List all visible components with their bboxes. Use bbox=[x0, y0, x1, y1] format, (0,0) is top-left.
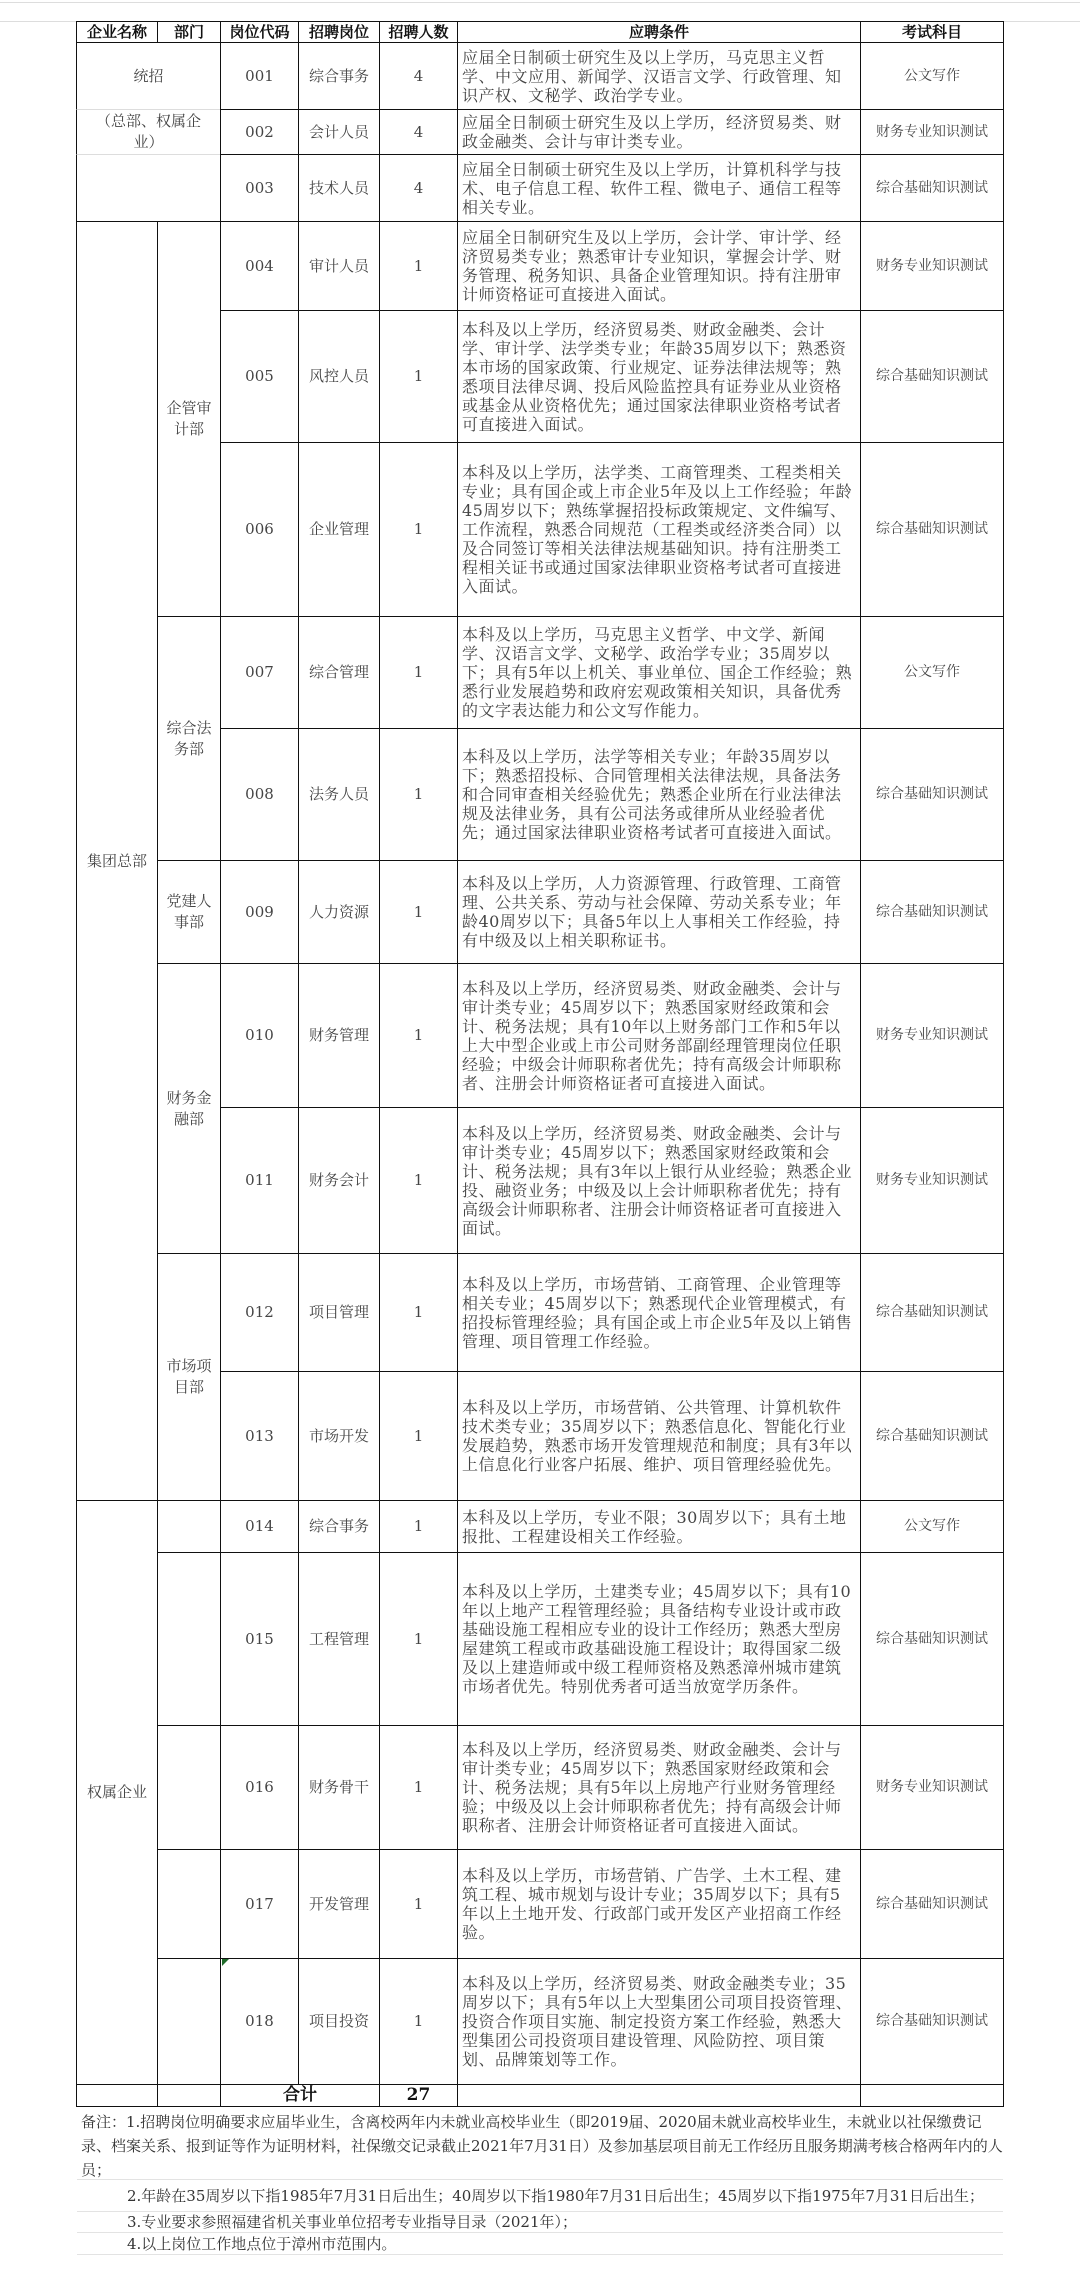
row-conditions: 本科及以上学历，市场营销、公共管理、计算机软件技术类专业；35周岁以下；熟悉信息化、智能化行业发展趋势，熟悉市场开发管理规范和制度；具有3年以上信息化行业客户拓展、维护、项目管理经验优先。 bbox=[457, 1371, 861, 1501]
row-count: 1 bbox=[379, 728, 458, 861]
row-exam: 综合基础知识测试 bbox=[860, 1552, 1004, 1726]
row-count: 1 bbox=[379, 963, 458, 1108]
row-code: 010 bbox=[220, 963, 299, 1108]
row-code: 017 bbox=[220, 1849, 299, 1959]
cell-comment-marker bbox=[222, 1959, 229, 1966]
row-conditions: 应届全日制硕士研究生及以上学历，计算机科学与技术、电子信息工程、软件工程、微电子、通信工程等相关专业。 bbox=[457, 154, 861, 222]
note-3: 3.专业要求参照福建省机关事业单位招考专业指导目录（2021年）； bbox=[77, 2212, 1003, 2233]
row-position: 法务人员 bbox=[298, 728, 380, 861]
row-conditions: 本科及以上学历，法学类、工商管理类、工程类相关专业；具有国企或上市企业5年及以上工作经验；年龄45周岁以下；熟练掌握招投标政策规定、文件编写、工作流程，熟悉合同规范（工程类或经济类合同）以及合同签订等相关法律法规基础知识。持有注册类工程相关证书或通过国家法律职业资格考试者可直接进入面试。 bbox=[457, 442, 861, 617]
dept-finance: 财务金融部 bbox=[157, 963, 221, 1254]
total-label: 合计 bbox=[220, 2084, 380, 2107]
row-position: 开发管理 bbox=[298, 1849, 380, 1959]
row-position: 人力资源 bbox=[298, 860, 380, 964]
dept-legal: 综合法务部 bbox=[157, 616, 221, 861]
row-conditions: 本科及以上学历，马克思主义哲学、中文学、新闻学、汉语言文学、文秘学、政治学专业；35周岁以下；具有5年以上机关、事业单位、国企工作经验；熟悉行业发展趋势和政府宏观政策相关知识，具备优秀的文字表达能力和公文写作能力。 bbox=[457, 616, 861, 729]
header-exam: 考试科目 bbox=[860, 21, 1004, 43]
header-position: 招聘岗位 bbox=[298, 21, 380, 43]
row-conditions: 本科及以上学历，经济贸易类、财政金融类、会计与审计类专业；45周岁以下；熟悉国家财经政策和会计、税务法规；具有10年以上财务部门工作和5年以上大中型企业或上市公司财务部副经理管理岗位任职经验；中级会计师职称者优先；持有高级会计师职称者、注册会计师资格证者可直接进入面试。 bbox=[457, 963, 861, 1108]
row-exam: 财务专业知识测试 bbox=[860, 221, 1004, 311]
row-count: 1 bbox=[379, 1107, 458, 1254]
row-code: 011 bbox=[220, 1107, 299, 1254]
row-exam: 综合基础知识测试 bbox=[860, 154, 1004, 222]
row-count: 4 bbox=[379, 154, 458, 222]
group-hq: 集团总部 bbox=[76, 221, 158, 1501]
dept-empty bbox=[157, 1500, 221, 1553]
dept-empty bbox=[157, 1958, 221, 2085]
row-conditions: 本科及以上学历，经济贸易类、财政金融类专业；35周岁以下；具有5年以上大型集团公司项目投资管理、投资合作项目实施、制定投资方案工作经验，熟悉大型集团公司投资项目建设管理、风险防控、项目策划、品牌策划等工作。 bbox=[457, 1958, 861, 2085]
row-code: 016 bbox=[220, 1725, 299, 1850]
row-code: 001 bbox=[220, 42, 299, 110]
row-count: 1 bbox=[379, 1371, 458, 1501]
row-code: 003 bbox=[220, 154, 299, 222]
header-code: 岗位代码 bbox=[220, 21, 299, 43]
row-code: 009 bbox=[220, 860, 299, 964]
row-count: 1 bbox=[379, 1253, 458, 1372]
row-position: 综合事务 bbox=[298, 42, 380, 110]
row-count: 1 bbox=[379, 616, 458, 729]
row-position: 会计人员 bbox=[298, 109, 380, 155]
row-exam: 财务专业知识测试 bbox=[860, 109, 1004, 155]
row-code: 007 bbox=[220, 616, 299, 729]
total-empty bbox=[76, 2084, 158, 2107]
row-exam: 综合基础知识测试 bbox=[860, 1958, 1004, 2085]
group-subsidiary: 权属企业 bbox=[76, 1500, 158, 2085]
row-count: 1 bbox=[379, 1552, 458, 1726]
row-position: 项目管理 bbox=[298, 1253, 380, 1372]
group-unified-empty bbox=[76, 154, 221, 222]
row-exam: 财务专业知识测试 bbox=[860, 1107, 1004, 1254]
row-code: 004 bbox=[220, 221, 299, 311]
row-exam: 综合基础知识测试 bbox=[860, 1371, 1004, 1501]
row-position: 财务管理 bbox=[298, 963, 380, 1108]
group-unified-sub: （总部、权属企业） bbox=[76, 109, 221, 155]
row-exam: 综合基础知识测试 bbox=[860, 1849, 1004, 1959]
row-count: 4 bbox=[379, 109, 458, 155]
header-company: 企业名称 bbox=[76, 21, 158, 43]
row-exam: 综合基础知识测试 bbox=[860, 442, 1004, 617]
note-1: 备注：1.招聘岗位明确要求应届毕业生，含离校两年内未就业高校毕业生（即2019届、2020届未就业高校毕业生，未就业以社保缴费记录、档案关系、报到证等作为证明材料，社保缴交记录截止2021年7月31日）及参加基层项目前无工作经历且服务期满考核合格两年内的人员； bbox=[77, 2110, 1003, 2180]
row-count: 1 bbox=[379, 221, 458, 311]
row-conditions: 应届全日制硕士研究生及以上学历，马克思主义哲学、中文应用、新闻学、汉语言文学、行政管理、知识产权、文秘学、政治学专业。 bbox=[457, 42, 861, 110]
dept-market: 市场项目部 bbox=[157, 1253, 221, 1501]
dept-empty bbox=[157, 1552, 221, 1726]
row-code: 018 bbox=[220, 1958, 299, 2085]
row-code: 005 bbox=[220, 310, 299, 443]
row-exam: 综合基础知识测试 bbox=[860, 728, 1004, 861]
row-count: 1 bbox=[379, 1500, 458, 1553]
total-empty bbox=[157, 2084, 221, 2107]
row-conditions: 本科及以上学历，经济贸易类、财政金融类、会计与审计类专业；45周岁以下；熟悉国家财经政策和会计、税务法规；具有5年以上房地产行业财务管理经验；中级及以上会计师职称者优先；持有高级会计师职称者、注册会计师资格证者可直接进入面试。 bbox=[457, 1725, 861, 1850]
row-exam: 公文写作 bbox=[860, 42, 1004, 110]
row-conditions: 本科及以上学历，市场营销、工商管理、企业管理等相关专业；45周岁以下；熟悉现代企业管理模式，有招投标管理经验；具有国企或上市企业5年及以上销售管理、项目管理工作经验。 bbox=[457, 1253, 861, 1372]
row-exam: 综合基础知识测试 bbox=[860, 860, 1004, 964]
row-position: 市场开发 bbox=[298, 1371, 380, 1501]
row-code: 006 bbox=[220, 442, 299, 617]
row-code: 012 bbox=[220, 1253, 299, 1372]
total-empty bbox=[457, 2084, 861, 2107]
row-position: 技术人员 bbox=[298, 154, 380, 222]
row-conditions: 本科及以上学历，经济贸易类、财政金融类、会计与审计类专业；45周岁以下；熟悉国家财经政策和会计、税务法规；具有3年以上银行从业经验；熟悉企业投、融资业务；中级及以上会计师职称者优先；持有高级会计师职称者、注册会计师资格证者可直接进入面试。 bbox=[457, 1107, 861, 1254]
note-4: 4.以上岗位工作地点位于漳州市范围内。 bbox=[77, 2233, 1003, 2255]
row-conditions: 应届全日制硕士研究生及以上学历，经济贸易类、财政金融类、会计与审计类专业。 bbox=[457, 109, 861, 155]
row-position: 项目投资 bbox=[298, 1958, 380, 2085]
dept-empty bbox=[157, 1725, 221, 1850]
row-position: 财务会计 bbox=[298, 1107, 380, 1254]
header-dept: 部门 bbox=[157, 21, 221, 43]
row-exam: 财务专业知识测试 bbox=[860, 1725, 1004, 1850]
row-position: 风控人员 bbox=[298, 310, 380, 443]
row-code: 008 bbox=[220, 728, 299, 861]
note-2: 2.年龄在35周岁以下指1985年7月31日后出生；40周岁以下指1980年7月31日后出生；45周岁以下指1975年7月31日后出生； bbox=[77, 2181, 1003, 2212]
row-count: 1 bbox=[379, 1958, 458, 2085]
row-exam: 公文写作 bbox=[860, 1500, 1004, 1553]
row-conditions: 本科及以上学历，土建类专业；45周岁以下；具有10年以上地产工程管理经验；具备结构专业设计或市政基础设施工程相应专业的设计工作经历；熟悉大型房屋建筑工程或市政基础设施工程设计；取得国家二级及以上建造师或中级工程师资格及熟悉漳州城市建筑市场者优先。特别优秀者可适当放宽学历条件。 bbox=[457, 1552, 861, 1726]
row-exam: 公文写作 bbox=[860, 616, 1004, 729]
row-position: 综合管理 bbox=[298, 616, 380, 729]
row-conditions: 本科及以上学历，经济贸易类、财政金融类、会计学、审计学、法学类专业；年龄35周岁以下；熟悉资本市场的国家政策、行业规定、证券法律法规等；熟悉项目法律尽调、投后风险监控具有证券业从业资格或基金从业资格优先；通过国家法律职业资格考试者可直接进入面试。 bbox=[457, 310, 861, 443]
row-conditions: 应届全日制研究生及以上学历，会计学、审计学、经济贸易类专业；熟悉审计专业知识，掌握会计学、财务管理、税务知识、具备企业管理知识。持有注册审计师资格证可直接进入面试。 bbox=[457, 221, 861, 311]
row-position: 综合事务 bbox=[298, 1500, 380, 1553]
total-empty bbox=[860, 2084, 1004, 2107]
header-count: 招聘人数 bbox=[379, 21, 458, 43]
row-position: 工程管理 bbox=[298, 1552, 380, 1726]
row-code: 002 bbox=[220, 109, 299, 155]
row-code: 015 bbox=[220, 1552, 299, 1726]
row-count: 4 bbox=[379, 42, 458, 110]
group-unified: 统招 bbox=[76, 42, 221, 110]
row-position: 审计人员 bbox=[298, 221, 380, 311]
row-conditions: 本科及以上学历，专业不限；30周岁以下；具有土地报批、工程建设相关工作经验。 bbox=[457, 1500, 861, 1553]
row-count: 1 bbox=[379, 860, 458, 964]
row-count: 1 bbox=[379, 1725, 458, 1850]
row-count: 1 bbox=[379, 442, 458, 617]
row-exam: 财务专业知识测试 bbox=[860, 963, 1004, 1108]
row-conditions: 本科及以上学历，人力资源管理、行政管理、工商管理、公共关系、劳动与社会保障、劳动关系专业；年龄40周岁以下；具备5年以上人事相关工作经验，持有中级及以上相关职称证书。 bbox=[457, 860, 861, 964]
header-conditions: 应聘条件 bbox=[457, 21, 861, 43]
row-position: 财务骨干 bbox=[298, 1725, 380, 1850]
dept-empty bbox=[157, 1849, 221, 1959]
dept-audit: 企管审计部 bbox=[157, 221, 221, 617]
row-code: 014 bbox=[220, 1500, 299, 1553]
total-value: 27 bbox=[379, 2084, 458, 2107]
row-conditions: 本科及以上学历，市场营销、广告学、土木工程、建筑工程、城市规划与设计专业；35周岁以下；具有5年以上土地开发、行政部门或开发区产业招商工作经验。 bbox=[457, 1849, 861, 1959]
row-count: 1 bbox=[379, 1849, 458, 1959]
row-position: 企业管理 bbox=[298, 442, 380, 617]
dept-hr: 党建人事部 bbox=[157, 860, 221, 964]
row-exam: 综合基础知识测试 bbox=[860, 310, 1004, 443]
row-exam: 综合基础知识测试 bbox=[860, 1253, 1004, 1372]
row-code: 013 bbox=[220, 1371, 299, 1501]
row-conditions: 本科及以上学历，法学等相关专业；年龄35周岁以下；熟悉招投标、合同管理相关法律法规，具备法务和合同审查相关经验优先；熟悉企业所在行业法律法规及法律业务，具有公司法务或律所从业经验者优先；通过国家法律职业资格考试者可直接进入面试。 bbox=[457, 728, 861, 861]
row-count: 1 bbox=[379, 310, 458, 443]
